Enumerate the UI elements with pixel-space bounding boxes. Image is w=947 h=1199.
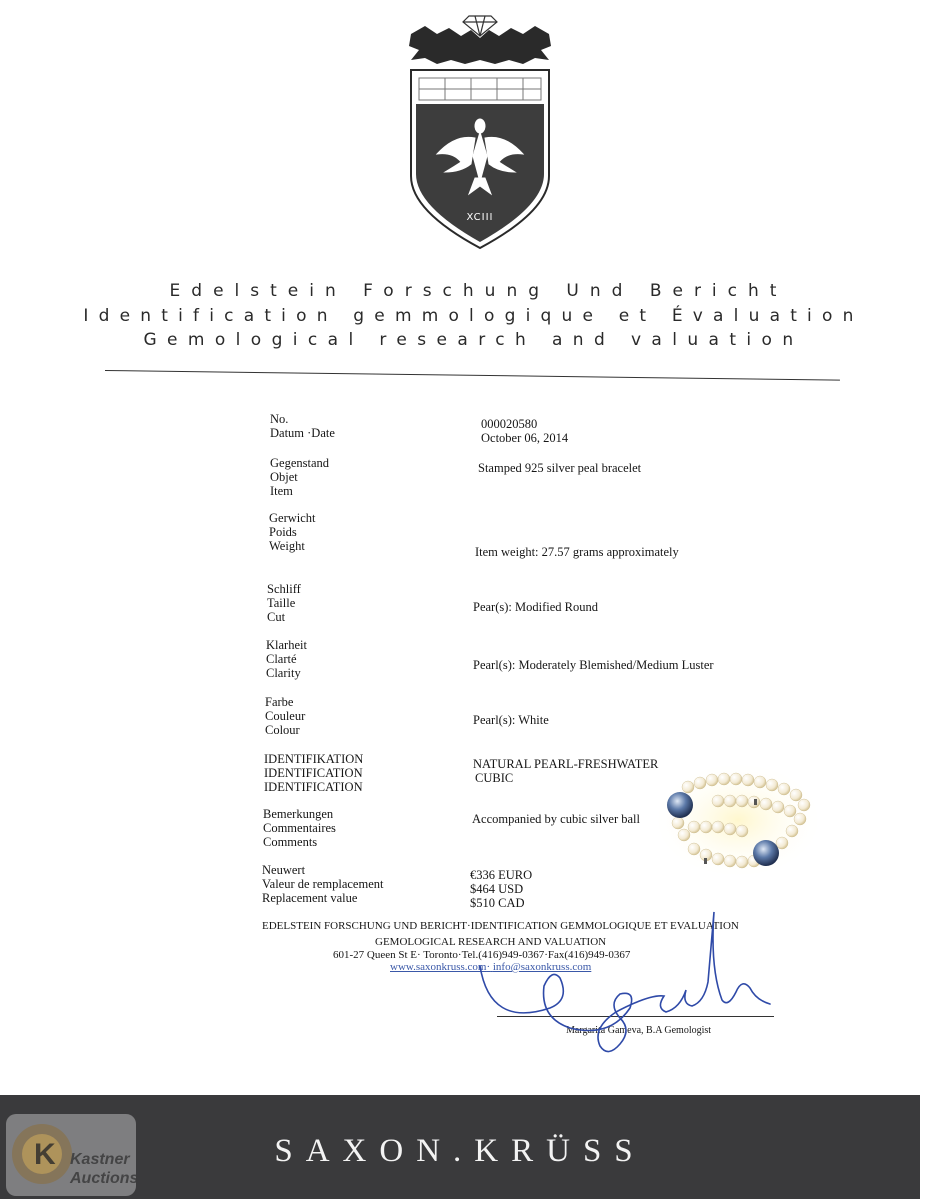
label-line: IDENTIFIKATION: [264, 752, 364, 766]
label-weight: [269, 511, 316, 553]
colour-description: Pearl(s): White: [473, 713, 549, 727]
label-line: Gegenstand: [270, 456, 330, 470]
label-line: No.: [270, 412, 289, 426]
label-line: Objet: [270, 470, 298, 484]
label-line: Weight: [269, 539, 305, 553]
label-identification: [264, 752, 363, 794]
value-cad: $510 CAD: [470, 896, 525, 910]
value-clarity: [473, 658, 714, 672]
email-link[interactable]: info@saxonkruss.com: [492, 961, 592, 973]
label-line: Gerwicht: [269, 511, 316, 525]
item-description: Stamped 925 silver peal bracelet: [478, 461, 642, 475]
footer-address: 601-27 Queen St E· Toronto·Tel.(416)949-0367·Fax(416)949-0367: [333, 949, 631, 961]
footer-company-line: EDELSTEIN FORSCHUNG UND BERICHT·IDENTIFICATION GEMMOLOGIQUE ET EVALUATION: [262, 920, 739, 932]
label-colour: [265, 695, 305, 737]
label-line: Taille: [267, 596, 296, 610]
label-line: Bemerkungen: [263, 807, 334, 821]
certificate-date: October 06, 2014: [481, 431, 569, 445]
label-line: Farbe: [265, 695, 294, 709]
label-line: Clarté: [266, 652, 297, 666]
label-line: Klarheit: [266, 638, 307, 652]
label-line: Couleur: [265, 709, 306, 723]
label-line: IDENTIFICATION: [264, 766, 363, 780]
label-line: Schliff: [267, 582, 301, 596]
crest-logo: [405, 6, 555, 251]
footer-separator: ·: [486, 961, 491, 973]
label-line: Comments: [263, 835, 318, 849]
value-weight: [475, 545, 679, 559]
label-line: Cut: [267, 610, 286, 624]
label-comments: [263, 807, 336, 849]
watermark-line1: Kastner: [70, 1151, 130, 1168]
value-item: [478, 461, 641, 475]
brand-name: SAXON.KRÜSS: [274, 1133, 646, 1169]
value-replacement-value: [470, 868, 532, 910]
value-cut: [473, 600, 598, 614]
label-item: [270, 456, 329, 498]
value-colour: [473, 713, 549, 727]
signature-scribble: [460, 908, 790, 1063]
label-line: Replacement value: [262, 891, 358, 905]
label-line: Datum ·Date: [270, 426, 335, 440]
value-usd: $464 USD: [470, 882, 524, 896]
item-weight: Item weight: 27.57 grams approximately: [475, 545, 679, 559]
label-line: Valeur de remplacement: [262, 877, 384, 891]
label-line: Colour: [265, 723, 300, 737]
label-line: Item: [270, 484, 293, 498]
value-comments: [472, 812, 640, 826]
label-number-date: [270, 412, 335, 440]
label-clarity: [266, 638, 307, 680]
label-line: Poids: [269, 525, 297, 539]
header-german: Edelstein Forschung Und Bericht: [169, 281, 788, 301]
clarity-description: Pearl(s): Moderately Blemished/Medium Luster: [473, 658, 714, 672]
bracelet-photo: [658, 765, 818, 875]
certificate-number: 000020580: [481, 417, 538, 431]
label-replacement-value: [262, 863, 383, 905]
label-line: Commentaires: [263, 821, 336, 835]
crown-icon: [409, 26, 551, 64]
website-link[interactable]: www.saxonkruss.com: [390, 961, 487, 973]
header-english: Gemological research and valuation: [143, 330, 804, 350]
header-divider: [105, 370, 840, 381]
value-euro: €336 EURO: [470, 868, 533, 882]
identification-line: NATURAL PEARL-FRESHWATER: [473, 757, 659, 771]
label-cut: [267, 582, 301, 624]
label-line: Neuwert: [262, 863, 306, 877]
comments-text: Accompanied by cubic silver ball: [472, 812, 640, 826]
header-french: Identification gemmologique et Évaluation: [83, 306, 864, 326]
identification-line: CUBIC: [475, 771, 514, 785]
footer-subtitle: GEMOLOGICAL RESEARCH AND VALUATION: [375, 936, 607, 948]
svg-text:K: K: [34, 1138, 56, 1171]
value-identification: [473, 757, 658, 785]
watermark-line2: Auctions: [70, 1170, 139, 1187]
label-line: IDENTIFICATION: [264, 780, 363, 794]
label-line: Clarity: [266, 666, 301, 680]
value-number-date: [481, 417, 568, 445]
signer-name: Margarita Gameva, B.A Gemologist: [566, 1025, 712, 1036]
cut-description: Pear(s): Modified Round: [473, 600, 598, 614]
crest-numeral: XCIII: [466, 212, 494, 223]
